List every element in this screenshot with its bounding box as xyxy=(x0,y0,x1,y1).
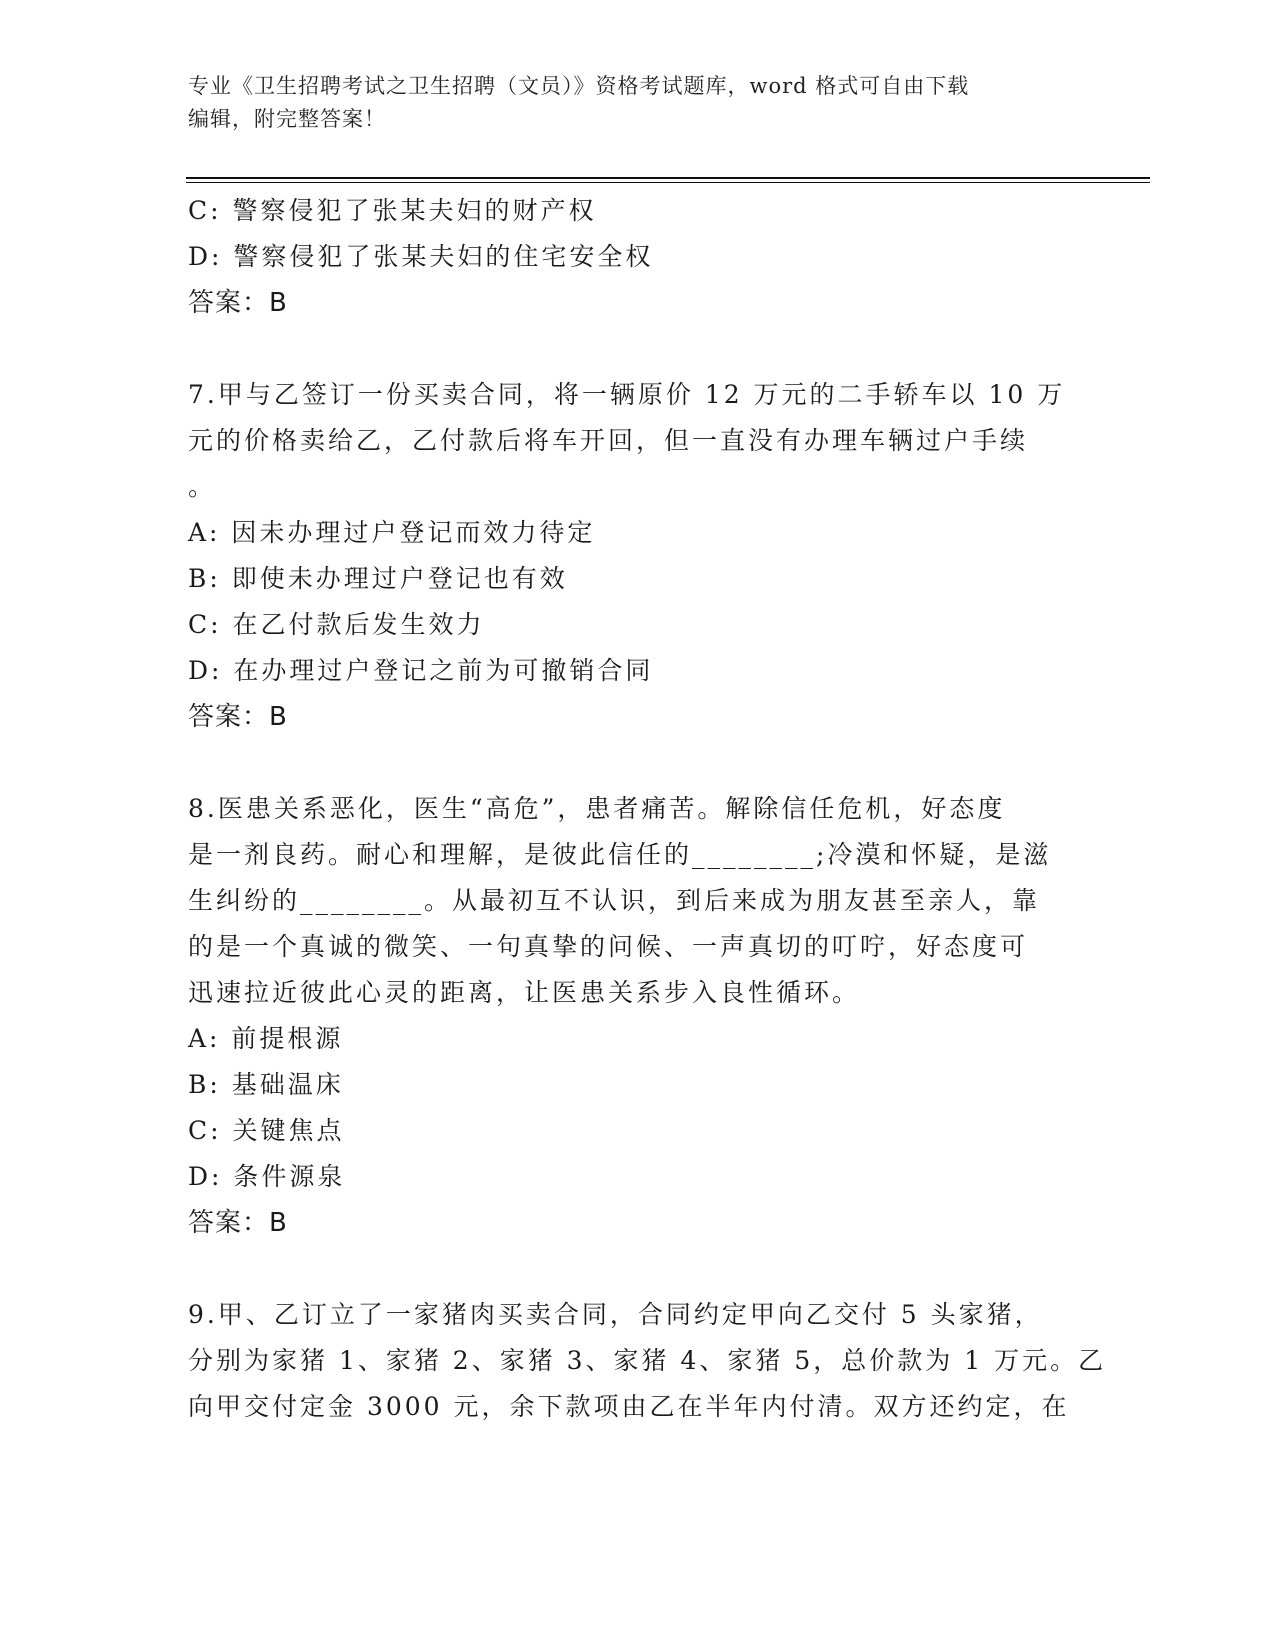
q9-stem xyxy=(188,1292,1107,1430)
q8-option-c: C: 关键焦点 xyxy=(188,1116,345,1145)
q8-stem-line: 生纠纷的________。从最初互不认识，到后来成为朋友甚至亲人，靠 xyxy=(188,886,1041,915)
q6-option-c: C: 警察侵犯了张某夫妇的财产权 xyxy=(188,196,597,225)
q8-stem-line: 是一剂良药。耐心和理解，是彼此信任的________;冷漠和怀疑，是滋 xyxy=(188,840,1052,869)
q7-option-d: D: 在办理过户登记之前为可撤销合同 xyxy=(188,656,654,685)
q9-stem-line: 分别为家猪 1、家猪 2、家猪 3、家猪 4、家猪 5，总价款为 1 万元。乙 xyxy=(188,1346,1107,1375)
spacer xyxy=(188,326,1088,372)
q8-stem-line: 8.医患关系恶化，医生“高危”，患者痛苦。解除信任危机，好态度 xyxy=(188,794,1006,823)
question-8 xyxy=(188,786,1088,1246)
q6-answer: 答案：B xyxy=(188,288,288,318)
spacer xyxy=(188,1246,1088,1292)
q7-answer: 答案：B xyxy=(188,702,288,732)
header-divider-thick xyxy=(186,177,1150,179)
q9-stem-line: 向甲交付定金 3000 元，余下款项由乙在半年内付清。双方还约定，在 xyxy=(188,1392,1070,1421)
q8-option-a: A: 前提根源 xyxy=(188,1024,344,1053)
q6-option-d: D: 警察侵犯了张某夫妇的住宅安全权 xyxy=(188,242,654,271)
q7-stem xyxy=(188,372,1068,510)
question-6 xyxy=(188,188,1088,326)
q8-option-b: B: 基础温床 xyxy=(188,1070,344,1099)
q8-answer: 答案：B xyxy=(188,1208,288,1238)
header-line-1: 专业《卫生招聘考试之卫生招聘（文员）》资格考试题库，word 格式可自由下载 xyxy=(188,74,970,98)
q7-stem-line: 元的价格卖给乙，乙付款后将车开回，但一直没有办理车辆过户手续 xyxy=(188,426,1029,455)
question-7 xyxy=(188,372,1088,740)
q9-stem-line: 9.甲、乙订立了一家猪肉买卖合同，合同约定甲向乙交付 5 头家猪， xyxy=(188,1300,1043,1329)
question-content xyxy=(188,188,1107,1430)
q7-option-c: C: 在乙付款后发生效力 xyxy=(188,610,485,639)
header-line-2: 编辑，附完整答案！ xyxy=(188,107,386,131)
q7-stem-line: 。 xyxy=(188,472,217,501)
q7-option-a: A: 因未办理过户登记而效力待定 xyxy=(188,518,596,547)
spacer xyxy=(188,740,1088,786)
q8-option-d: D: 条件源泉 xyxy=(188,1162,346,1191)
q8-stem-line: 迅速拉近彼此心灵的距离，让医患关系步入良性循环。 xyxy=(188,978,861,1007)
q7-stem-line: 7.甲与乙签订一份买卖合同，将一辆原价 12 万元的二手轿车以 10 万 xyxy=(188,380,1066,409)
question-9 xyxy=(188,1292,1107,1430)
header-divider-thin xyxy=(186,182,1150,183)
q8-stem-line: 的是一个真诚的微笑、一句真挚的问候、一声真切的叮咛，好态度可 xyxy=(188,932,1029,961)
page-header xyxy=(188,70,1088,136)
q8-stem xyxy=(188,786,1068,1016)
q7-option-b: B: 即使未办理过户登记也有效 xyxy=(188,564,568,593)
